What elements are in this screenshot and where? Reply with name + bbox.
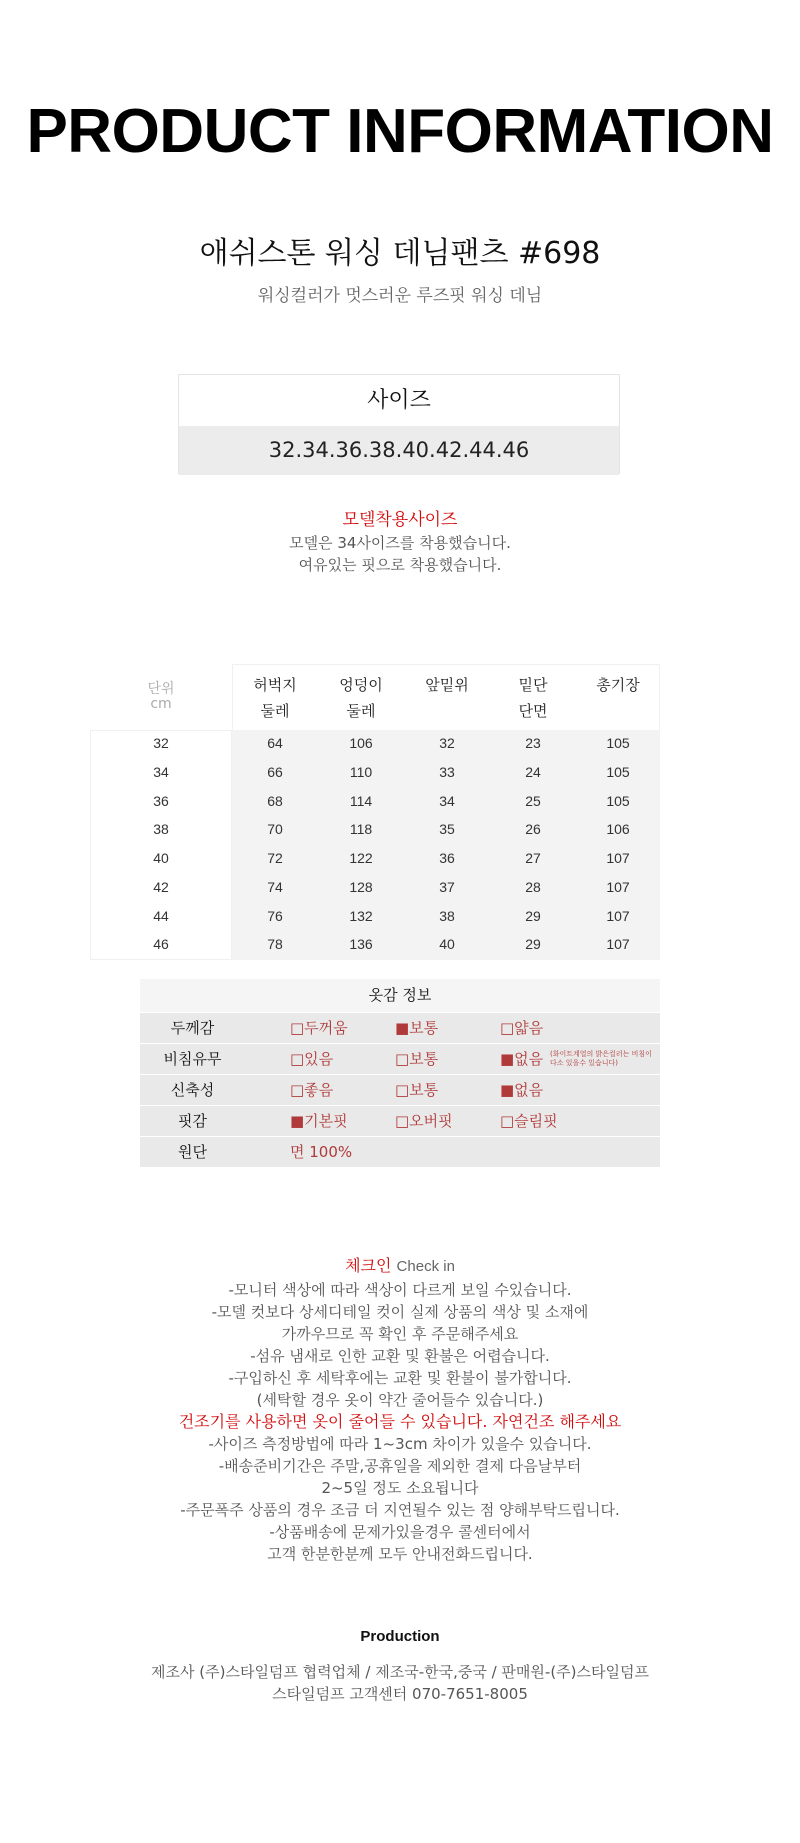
- table-row: [90, 730, 660, 759]
- fabric-row-label: 비침유무: [163, 1050, 222, 1068]
- check-in-alert: 건조기를 사용하면 옷이 줄어들 수 있습니다. 자연건조 해주세요: [178, 1412, 622, 1431]
- fabric-option: □두꺼움: [290, 1019, 348, 1037]
- check-in-line: 2~5일 정도 소요됩니다: [321, 1479, 479, 1497]
- measurement-cell: 26: [525, 821, 541, 838]
- measurement-cell: 40: [439, 936, 455, 953]
- table-row: [90, 845, 660, 874]
- check-in-line: -모니터 색상에 따라 색상이 다르게 보일 수있습니다.: [228, 1281, 572, 1299]
- size-cell: 36: [153, 792, 169, 809]
- measurement-cell: 34: [439, 792, 455, 809]
- production-title: Production: [360, 1628, 440, 1645]
- fabric-info-title: 옷감 정보: [140, 979, 660, 1012]
- fabric-option: □오버핏: [395, 1112, 453, 1130]
- check-in-line: -주문폭주 상품의 경우 조금 더 지연될수 있는 점 양해부탁드립니다.: [180, 1501, 620, 1519]
- check-in-line: -상품배송에 문제가있을경우 콜센터에서: [269, 1523, 531, 1541]
- column-header-hem: [490, 672, 576, 724]
- measurement-cell: 136: [349, 936, 373, 953]
- measurement-cell: 107: [606, 850, 630, 866]
- fabric-row-label: 핏감: [178, 1112, 207, 1130]
- column-header-line: 총기장: [596, 676, 640, 694]
- model-size-section: [0, 508, 800, 576]
- measurement-cell: 24: [525, 763, 541, 780]
- fabric-option: □슬림핏: [500, 1112, 558, 1130]
- page-heading: PRODUCT INFORMATION: [26, 97, 774, 166]
- measurement-cell: 70: [267, 821, 283, 838]
- fabric-option: ■보통: [395, 1019, 439, 1037]
- column-header-total-length: [576, 672, 660, 698]
- measurement-cell: 64: [267, 735, 283, 751]
- check-in-line: -사이즈 측정방법에 따라 1~3cm 차이가 있을수 있습니다.: [208, 1435, 592, 1453]
- check-in-title: [0, 1254, 800, 1279]
- unit-value: cm: [150, 696, 172, 712]
- measurement-cell: 105: [606, 792, 630, 809]
- measurement-cell: 36: [439, 850, 455, 866]
- measurement-cell: 37: [439, 878, 455, 895]
- measurement-cell: 118: [349, 821, 373, 838]
- size-table-header: [90, 664, 660, 730]
- column-header-line: 엉덩이: [339, 676, 383, 694]
- column-header-front-rise: [404, 672, 490, 698]
- size-cell: 40: [153, 850, 169, 866]
- unit-cell: [90, 664, 232, 730]
- measurement-cell: 106: [606, 821, 630, 838]
- check-in-title-korean: 체크인: [345, 1256, 392, 1275]
- measurement-cell: 29: [525, 936, 541, 953]
- customer-center: 스타일덤프 고객센터 070-7651-8005: [272, 1685, 528, 1703]
- measurement-cell: 110: [349, 763, 373, 780]
- check-in-title-english: Check in: [396, 1258, 455, 1275]
- size-box-label: 사이즈: [179, 375, 619, 426]
- column-header-hip: [318, 672, 404, 724]
- size-box-value: 32.34.36.38.40.42.44.46: [179, 426, 619, 475]
- product-name: 애쉬스톤 워싱 데님팬츠 #698: [199, 236, 601, 271]
- check-in-line: (세탁할 경우 옷이 약간 줄어들수 있습니다.): [256, 1391, 544, 1409]
- fabric-note: (화이트계열의 밝은컬러는 비침이 다소 있을수 있습니다): [550, 1050, 652, 1067]
- check-in-line: 가까우므로 꼭 확인 후 주문해주세요: [281, 1325, 519, 1343]
- fabric-option: □보통: [395, 1081, 439, 1099]
- production-info: 제조사 (주)스타일덤프 협력업체 / 제조국-한국,중국 / 판매원-(주)스타일덤프: [151, 1663, 649, 1681]
- fabric-option: 면 100%: [290, 1143, 353, 1161]
- table-row: [90, 759, 660, 788]
- model-size-line: 모델은 34사이즈를 착용했습니다.: [289, 534, 511, 552]
- table-row: [90, 874, 660, 903]
- measurement-cell: 105: [606, 735, 630, 751]
- column-header-line: 둘레: [346, 702, 376, 720]
- size-cell: 42: [153, 878, 169, 895]
- measurement-cell: 35: [439, 821, 455, 838]
- size-cell: 38: [153, 821, 169, 838]
- check-in-line: -섬유 냄새로 인한 교환 및 환불은 어렵습니다.: [250, 1347, 550, 1365]
- measurement-cell: 33: [439, 763, 455, 780]
- measurement-cell: 128: [349, 878, 373, 895]
- column-header-line: 둘레: [260, 702, 290, 720]
- check-in-line: -모델 컷보다 상세디테일 컷이 실제 상품의 색상 및 소재에: [211, 1303, 589, 1321]
- measurement-cell: 23: [525, 735, 541, 751]
- fabric-row: [140, 1044, 660, 1074]
- measurement-cell: 106: [349, 735, 373, 751]
- size-cell: 46: [153, 936, 169, 953]
- measurement-cell: 32: [439, 735, 455, 751]
- measurement-cell: 107: [606, 907, 630, 924]
- fabric-option: □보통: [395, 1050, 439, 1068]
- size-cell: 32: [153, 735, 169, 751]
- fabric-row-label: 원단: [178, 1143, 207, 1161]
- fabric-option: □얇음: [500, 1019, 544, 1037]
- measurement-cell: 74: [267, 878, 283, 895]
- fabric-row-label: 신축성: [170, 1081, 215, 1099]
- measurement-cell: 28: [525, 878, 541, 895]
- fabric-row: [140, 1013, 660, 1043]
- fabric-row-label: 두께감: [170, 1019, 215, 1037]
- size-cell: 44: [153, 907, 169, 924]
- measurement-cell: 114: [349, 792, 373, 809]
- measurement-cell: 105: [606, 763, 630, 780]
- table-row: [90, 816, 660, 845]
- measurement-cell: 66: [267, 763, 283, 780]
- fabric-option: □좋음: [290, 1081, 334, 1099]
- measurement-cell: 76: [267, 907, 283, 924]
- check-in-line: 고객 한분한분께 모두 안내전화드립니다.: [267, 1545, 533, 1563]
- table-row: [90, 788, 660, 817]
- measurement-cell: 107: [606, 878, 630, 895]
- size-cell: 34: [153, 763, 169, 780]
- check-in-section: [0, 1254, 800, 1565]
- size-table-body: [90, 730, 660, 960]
- check-in-line: -배송준비기간은 주말,공휴일을 제외한 결제 다음날부터: [218, 1457, 582, 1475]
- column-header-line: 단면: [518, 702, 548, 720]
- measurement-cell: 38: [439, 907, 455, 924]
- fabric-row: [140, 1137, 660, 1167]
- measurement-cell: 25: [525, 792, 541, 809]
- measurement-cell: 27: [525, 850, 541, 866]
- fabric-info-table: [140, 979, 660, 1167]
- measurement-cell: 29: [525, 907, 541, 924]
- product-subtitle: 워싱컬러가 멋스러운 루즈핏 워싱 데님: [257, 286, 543, 306]
- fabric-row: [140, 1106, 660, 1136]
- fabric-option: ■없음: [500, 1050, 544, 1068]
- measurement-cell: 132: [349, 907, 373, 924]
- table-row: [90, 903, 660, 932]
- check-in-line: -구입하신 후 세탁후에는 교환 및 환불이 불가합니다.: [228, 1369, 572, 1387]
- fabric-option: ■기본핏: [290, 1112, 348, 1130]
- unit-label: 단위: [147, 681, 175, 697]
- measurement-cell: 122: [349, 850, 373, 866]
- fabric-row: [140, 1075, 660, 1105]
- production-section: [0, 1626, 800, 1705]
- column-header-thigh: [232, 672, 318, 724]
- measurement-cell: 78: [267, 936, 283, 953]
- measurement-cell: 72: [267, 850, 283, 866]
- column-header-line: 허벅지: [253, 676, 297, 694]
- table-row: [90, 931, 660, 960]
- column-header-line: 밑단: [518, 676, 548, 694]
- fabric-option: ■없음: [500, 1081, 544, 1099]
- column-header-line: 앞밑위: [425, 676, 469, 694]
- measurement-cell: 107: [606, 936, 630, 953]
- model-size-title: 모델착용사이즈: [342, 510, 458, 530]
- fabric-option: □있음: [290, 1050, 334, 1068]
- size-box: [178, 374, 620, 474]
- measurement-cell: 68: [267, 792, 283, 809]
- model-size-line: 여유있는 핏으로 착용했습니다.: [298, 556, 502, 574]
